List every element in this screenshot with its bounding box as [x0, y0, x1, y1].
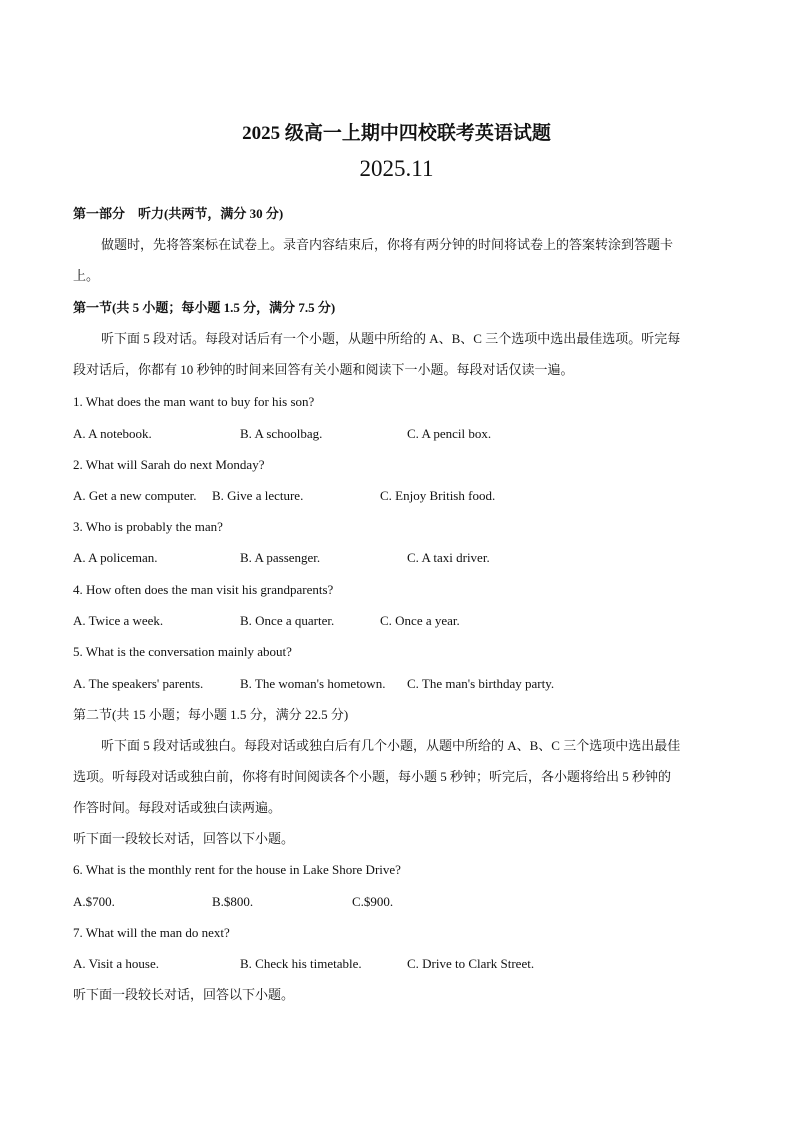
- part1-heading: 第一部分 听力(共两节，满分 30 分): [73, 206, 284, 221]
- section2-intro-line3: 作答时间。每段对话或独白读两遍。: [73, 800, 282, 815]
- question-2: 2. What will Sarah do next Monday?: [73, 457, 265, 472]
- q1-option-a: A. A notebook.: [73, 426, 152, 441]
- q6-option-c: C.$900.: [352, 894, 394, 909]
- section2-instruction-1: 听下面一段较长对话，回答以下小题。: [73, 831, 295, 846]
- q4-option-b: B. Once a quarter.: [240, 613, 335, 628]
- q7-option-a: A. Visit a house.: [73, 956, 160, 971]
- exam-title: 2025 级高一上期中四校联考英语试题: [242, 123, 551, 144]
- q3-option-b: B. A passenger.: [240, 550, 321, 565]
- section2-intro-line1: 听下面 5 段对话或独白。每段对话或独白后有几个小题，从题中所给的 A、B、C 三个选项中选出最佳: [101, 738, 681, 753]
- q5-option-c: C. The man's birthday party.: [407, 676, 555, 691]
- q7-option-c: C. Drive to Clark Street.: [407, 956, 535, 971]
- question-5: 5. What is the conversation mainly about?: [73, 644, 292, 659]
- q5-option-b: B. The woman's hometown.: [240, 676, 386, 691]
- q2-option-b: B. Give a lecture.: [212, 488, 304, 503]
- q6-option-b: B.$800.: [212, 894, 254, 909]
- exam-date: 2025.11: [359, 156, 434, 181]
- section1-intro-line1: 听下面 5 段对话。每段对话后有一个小题，从题中所给的 A、B、C 三个选项中选出最佳选项。听完每: [101, 331, 681, 346]
- question-4: 4. How often does the man visit his grandparents?: [73, 582, 334, 597]
- q4-option-c: C. Once a year.: [380, 613, 460, 628]
- section1-intro-line2: 段对话后，你都有 10 秒钟的时间来回答有关小题和阅读下一小题。每段对话仅读一遍。: [73, 362, 574, 377]
- q2-option-a: A. Get a new computer.: [73, 488, 197, 503]
- question-1: 1. What does the man want to buy for his son?: [73, 394, 315, 409]
- q5-option-a: A. The speakers' parents.: [73, 676, 204, 691]
- question-6: 6. What is the monthly rent for the house in Lake Shore Drive?: [73, 862, 401, 877]
- question-3: 3. Who is probably the man?: [73, 519, 223, 534]
- q7-option-b: B. Check his timetable.: [240, 956, 362, 971]
- question-7: 7. What will the man do next?: [73, 925, 230, 940]
- q6-option-a: A.$700.: [73, 894, 115, 909]
- section2-heading: 第二节(共 15 小题；每小题 1.5 分，满分 22.5 分): [73, 707, 349, 722]
- section2-intro-line2: 选项。听每段对话或独白前，你将有时间阅读各个小题，每小题 5 秒钟；听完后，各小题将给出 5 秒钟的: [73, 769, 672, 784]
- q2-option-c: C. Enjoy British food.: [380, 488, 496, 503]
- section2-instruction-2: 听下面一段较长对话，回答以下小题。: [73, 987, 295, 1002]
- part1-intro-line1: 做题时，先将答案标在试卷上。录音内容结束后，你将有两分钟的时间将试卷上的答案转涂到答题卡: [101, 237, 674, 252]
- q4-option-a: A. Twice a week.: [73, 613, 164, 628]
- section1-heading: 第一节(共 5 小题；每小题 1.5 分，满分 7.5 分): [73, 300, 336, 315]
- q1-option-b: B. A schoolbag.: [240, 426, 323, 441]
- q1-option-c: C. A pencil box.: [407, 426, 492, 441]
- part1-intro-line2: 上。: [73, 268, 100, 283]
- q3-option-a: A. A policeman.: [73, 550, 158, 565]
- q3-option-c: C. A taxi driver.: [407, 550, 490, 565]
